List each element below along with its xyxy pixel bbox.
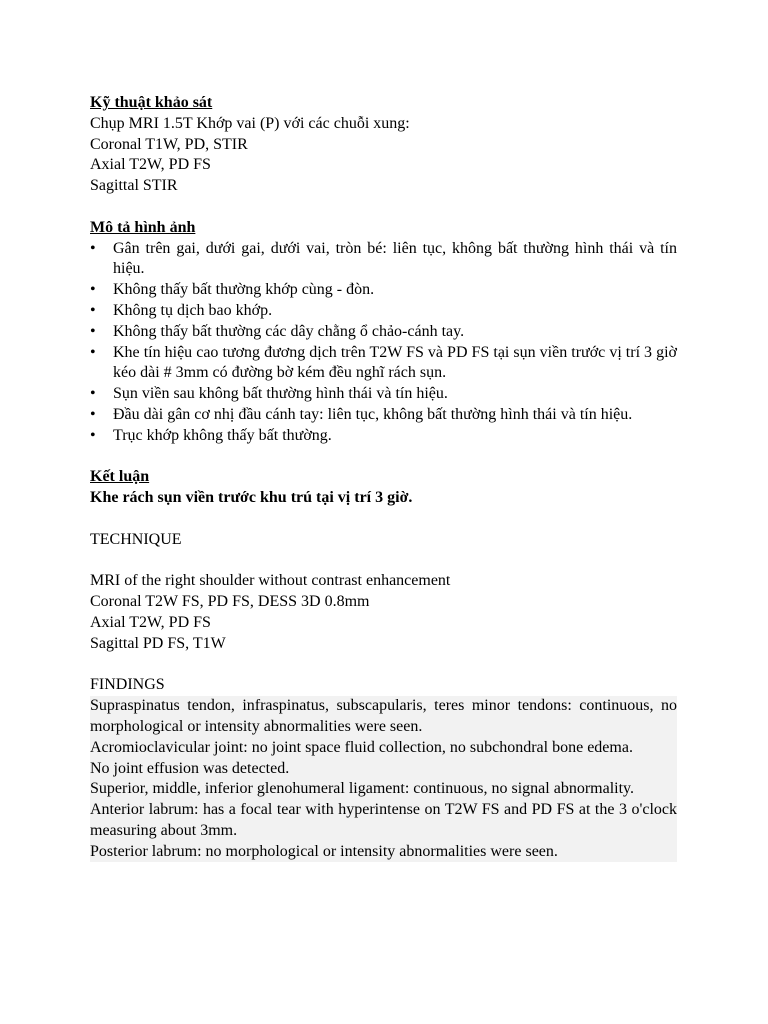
description-vi-bullet: • Không thấy bất thường khớp cùng - đòn. <box>90 280 677 301</box>
report-page <box>90 93 677 862</box>
conclusion-vi-heading: Kết luận <box>90 468 150 486</box>
technique-en-line: Sagittal PD FS, T1W <box>90 634 226 652</box>
technique-en-line: Coronal T2W FS, PD FS, DESS 3D 0.8mm <box>90 593 370 611</box>
findings-en-heading: FINDINGS <box>90 676 165 694</box>
technique-en-section <box>90 530 677 655</box>
technique-vi-heading: Kỹ thuật khảo sát <box>90 94 213 111</box>
description-vi-bullet: • Đầu dài gân cơ nhị đầu cánh tay: liên tục, không bất thường hình thái và tín hiệu. <box>90 405 677 426</box>
description-vi-bullet: • Không thấy bất thường các dây chằng ổ chảo-cánh tay. <box>90 322 677 343</box>
description-vi-bullet: • Trục khớp không thấy bất thường. <box>90 426 677 447</box>
technique-vi-line: Coronal T1W, PD, STIR <box>90 135 248 153</box>
conclusion-vi-text: Khe rách sụn viền trước khu trú tại vị trí 3 giờ. <box>90 489 413 507</box>
technique-en-heading: TECHNIQUE <box>90 530 182 548</box>
findings-en-section <box>90 675 677 862</box>
description-vi-section <box>90 218 677 447</box>
description-vi-heading: Mô tả hình ảnh <box>90 218 196 236</box>
technique-vi-section <box>90 93 677 197</box>
findings-en-block <box>90 696 677 862</box>
description-vi-list <box>90 239 677 447</box>
findings-en-paragraph: Posterior labrum: no morphological or intensity abnormalities were seen. <box>90 842 677 863</box>
spacer <box>90 655 677 676</box>
description-vi-bullet: • Không tụ dịch bao khớp. <box>90 301 677 322</box>
spacer <box>90 509 677 530</box>
conclusion-vi-section <box>90 467 677 509</box>
description-vi-bullet: • Gân trên gai, dưới gai, dưới vai, tròn bé: liên tục, không bất thường hình thái và tín hiệu. <box>90 239 677 281</box>
description-vi-bullet: • Sụn viền sau không bất thường hình thái và tín hiệu. <box>90 384 677 405</box>
description-vi-bullet: • Khe tín hiệu cao tương đương dịch trên T2W FS và PD FS tại sụn viền trước vị trí 3 giờ kéo dài # 3mm có đường bờ kém đều nghĩ rách sụn. <box>90 343 677 385</box>
findings-en-paragraph: Supraspinatus tendon, infraspinatus, subscapularis, teres minor tendons: continuous, no morphological or intensity abnormalities were seen. <box>90 696 677 738</box>
findings-en-paragraph: Anterior labrum: has a focal tear with hyperintense on T2W FS and PD FS at the 3 o'clock measuring about 3mm. <box>90 800 677 842</box>
spacer <box>90 551 677 572</box>
spacer <box>90 447 677 468</box>
technique-en-line: MRI of the right shoulder without contrast enhancement <box>90 572 451 590</box>
findings-en-paragraph: Superior, middle, inferior glenohumeral ligament: continuous, no signal abnormality. <box>90 779 677 800</box>
technique-vi-line: Axial T2W, PD FS <box>90 156 211 174</box>
findings-en-paragraph: Acromioclavicular joint: no joint space fluid collection, no subchondral bone edema. <box>90 738 677 759</box>
technique-en-line: Axial T2W, PD FS <box>90 613 211 631</box>
technique-vi-line: Sagittal STIR <box>90 177 178 195</box>
technique-vi-line: Chụp MRI 1.5T Khớp vai (P) với các chuỗi xung: <box>90 114 410 132</box>
findings-en-paragraph: No joint effusion was detected. <box>90 759 677 780</box>
spacer <box>90 197 677 218</box>
